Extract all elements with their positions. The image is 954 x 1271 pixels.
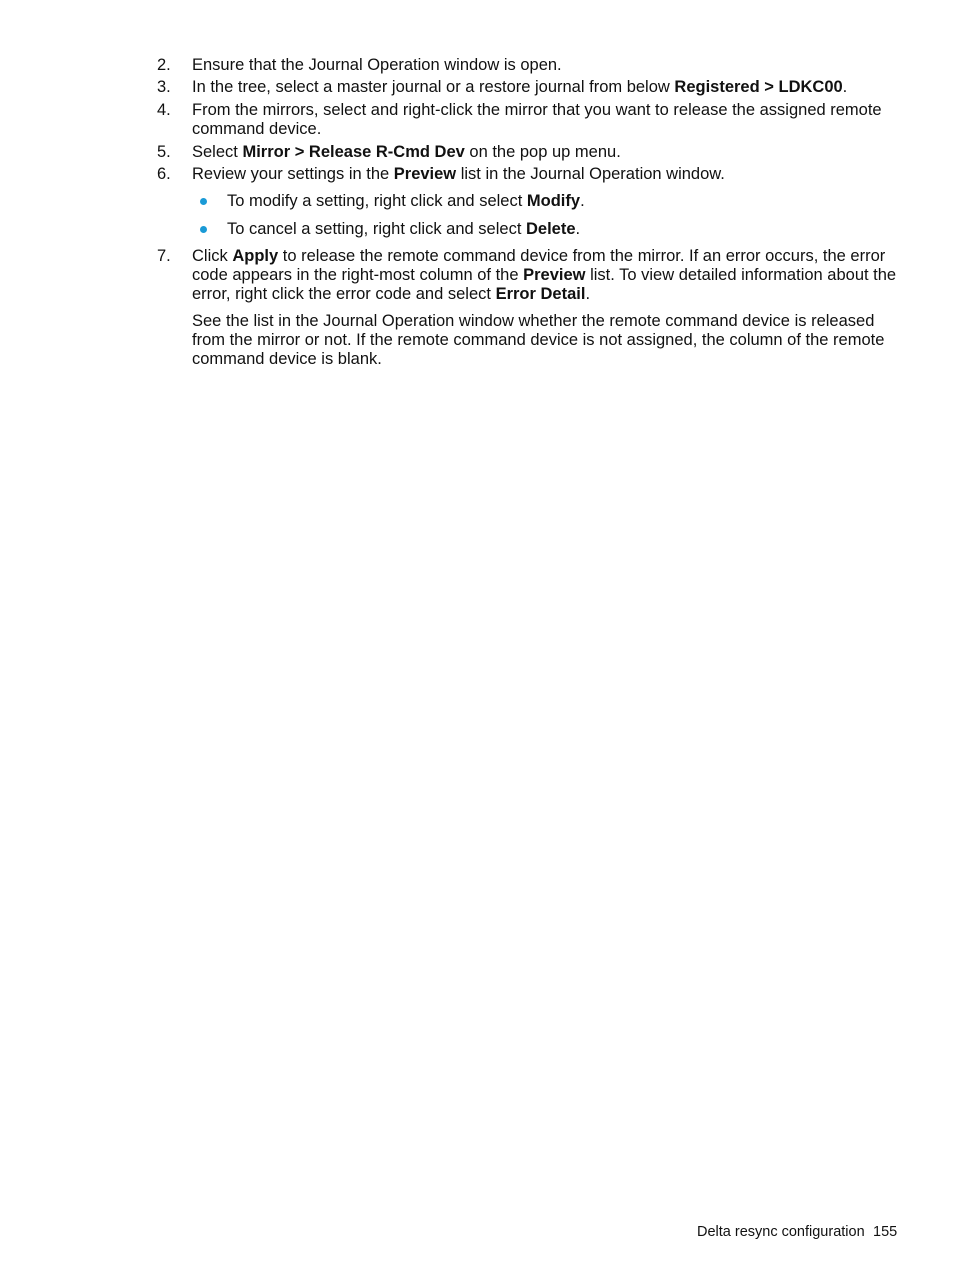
page-number: 155 [873,1224,898,1240]
step-number: 7. [157,247,171,265]
bullet-icon [200,198,207,205]
step-text: Click Apply to release the remote command device from the mirror. If an error occurs, the error code appears in the right-most column of the Preview list. To view detailed information about the error, right click the error code and select Error Detail. [192,247,897,303]
step-number: 4. [157,101,171,119]
ui-term: Delete [525,220,576,238]
bullet-text: To modify a setting, right click and select Modify. [227,192,585,210]
ui-term: Error Detail [495,285,586,303]
step-text: From the mirrors, select and right-click the mirror that you want to release the assigned remote command device. [192,101,882,138]
step-text: In the tree, select a master journal or a restore journal from below Registered > LDKC00. [192,78,848,96]
ui-term: Modify [526,192,581,210]
step-number: 5. [157,143,171,161]
step-text: Select Mirror > Release R-Cmd Dev on the pop up menu. [192,143,621,161]
ui-term: Mirror > Release R-Cmd Dev [242,143,465,161]
ui-term: Preview [523,266,586,284]
ui-term: Preview [393,165,457,183]
step-7-note: See the list in the Journal Operation window whether the remote command device is released from the mirror or not. If the remote command device is not assigned, the column of the remote command device is blank. [192,312,885,368]
step-text: Ensure that the Journal Operation window is open. [192,56,562,74]
bullet-text: To cancel a setting, right click and select Delete. [227,220,581,238]
ui-term: Apply [232,247,279,265]
step-number: 3. [157,78,171,96]
step-number: 2. [157,56,171,74]
step-text: Review your settings in the Preview list in the Journal Operation window. [192,165,725,183]
step-number: 6. [157,165,171,183]
bullet-icon [200,226,207,233]
footer-section-title: Delta resync configuration [697,1224,865,1240]
ui-term: Registered > LDKC00 [674,78,843,96]
